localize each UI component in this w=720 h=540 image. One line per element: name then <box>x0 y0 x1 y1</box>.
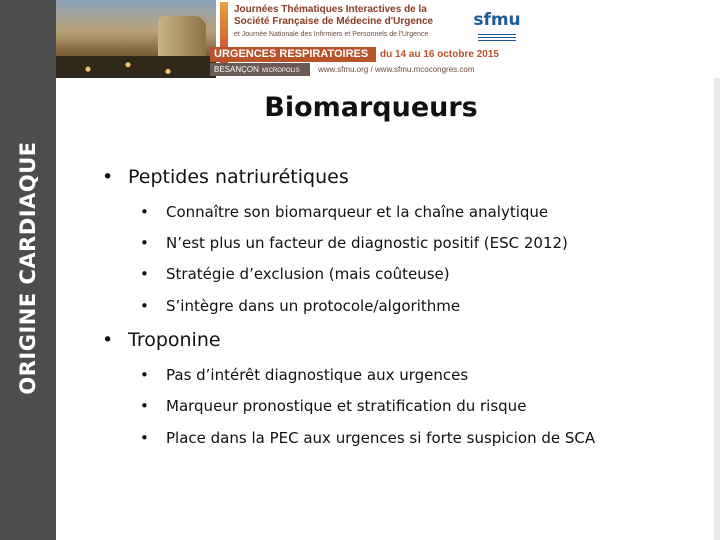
list-item: • N’est plus un facteur de diagnostic positif (ESC 2012) <box>140 234 568 252</box>
bullet-icon: • <box>140 265 149 283</box>
list-item: • Stratégie d’exclusion (mais coûteuse) <box>140 265 450 283</box>
bullet-icon: • <box>140 429 149 447</box>
list-item: • Place dans la PEC aux urgences si forte suspicion de SCA <box>140 429 596 447</box>
city-name: BESANÇON <box>214 65 259 74</box>
sidebar <box>0 0 56 540</box>
list-item: • Marqueur pronostique et stratification du risque <box>140 397 527 415</box>
event-title: URGENCES RESPIRATOIRES <box>210 47 376 62</box>
bullet-icon: • <box>102 166 114 188</box>
bullet-icon: • <box>140 234 149 252</box>
event-city <box>210 63 310 76</box>
sfmu-logo-text: sfmu <box>473 10 521 30</box>
list-item: • S’intègre dans un protocole/algorithme <box>140 297 461 315</box>
event-urls: www.sfmu.org / www.sfmu.mcocongres.com <box>318 65 475 74</box>
sfmu-logo <box>472 4 522 50</box>
event-dates: du 14 au 16 octobre 2015 <box>380 49 499 60</box>
bullet-icon: • <box>140 297 149 315</box>
sfmu-logo-mark <box>478 34 516 42</box>
city-photo <box>56 0 216 78</box>
bullet-icon: • <box>102 329 114 351</box>
venue-name: MICROPOLIS <box>261 68 300 74</box>
banner-line-2: Société Française de Médecine d'Urgence <box>234 16 434 27</box>
section-heading-troponine: • Troponine <box>102 329 221 351</box>
city-lights <box>56 56 216 78</box>
list-item: • Pas d’intérêt diagnostique aux urgences <box>140 366 469 384</box>
banner-line-1: Journées Thématiques Interactives de la <box>234 4 427 15</box>
bullet-icon: • <box>140 397 149 415</box>
content-edge <box>714 78 720 540</box>
section-heading-peptides: • Peptides natriurétiques <box>102 166 349 188</box>
slide-title: Biomarqueurs <box>264 92 478 123</box>
banner-line-3: et Journée Nationale des Infirmiers et Personnels de l'Urgence <box>234 31 429 38</box>
bullet-icon: • <box>140 203 149 221</box>
conference-banner <box>56 0 720 78</box>
list-item: • Connaître son biomarqueur et la chaîne analytique <box>140 203 549 221</box>
sidebar-label: ORIGINE CARDIAQUE <box>16 141 40 395</box>
bullet-icon: • <box>140 366 149 384</box>
slide-content <box>56 78 714 540</box>
